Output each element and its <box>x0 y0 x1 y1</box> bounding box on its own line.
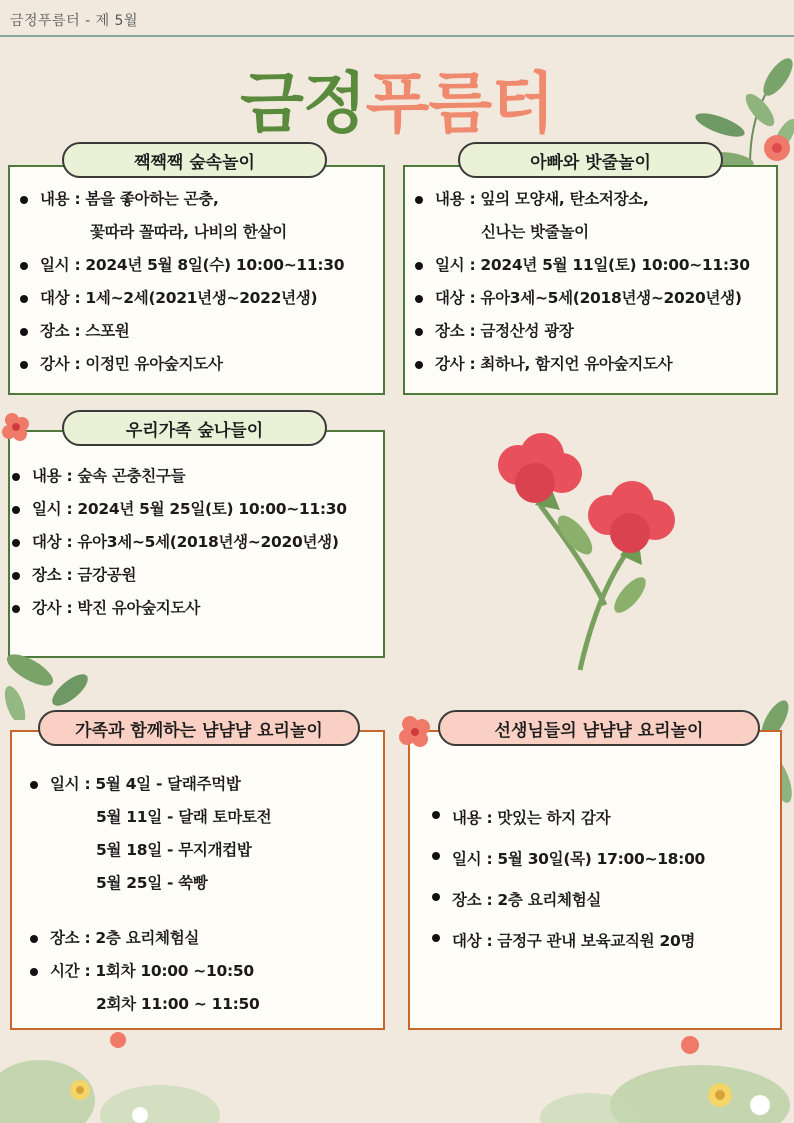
detail-line: 내용 : 맛있는 하지 감자 <box>430 798 705 839</box>
flower-icon <box>0 1030 794 1123</box>
detail-line: 일시 : 5월 4일 - 달래주먹밥 <box>28 768 271 801</box>
pill-lead-line <box>403 165 463 167</box>
detail-line: 강사 : 이정민 유아숲지도사 <box>18 348 344 381</box>
detail-line: 대상 : 유아3세~5세(2018년생~2020년생) <box>413 282 750 315</box>
detail-line: 장소 : 금정산성 광장 <box>413 315 750 348</box>
detail-line: 내용 : 숲속 곤충친구들 <box>10 460 347 493</box>
detail-line: 대상 : 1세~2세(2021년생~2022년생) <box>18 282 344 315</box>
program-details <box>10 460 347 625</box>
header-text: 금정푸름터 - 제 5월 <box>10 13 138 29</box>
program-details <box>18 183 344 381</box>
header-divider <box>0 35 794 37</box>
detail-line: 신나는 밧줄놀이 <box>481 223 589 241</box>
program-box-forest <box>8 165 385 395</box>
detail-line: 2회차 11:00 ~ 11:50 <box>96 995 260 1013</box>
flower-icon <box>396 713 436 751</box>
detail-line: 5월 18일 - 무지개컵밥 <box>96 841 252 859</box>
detail-line: 일시 : 5월 30일(목) 17:00~18:00 <box>430 839 705 880</box>
program-details <box>413 183 750 381</box>
page-title <box>0 50 794 145</box>
program-title-pill: 짹짹짹 숲속놀이 <box>62 142 327 178</box>
detail-line: 대상 : 유아3세~5세(2018년생~2020년생) <box>10 526 347 559</box>
program-title-pill: 우리가족 숲나들이 <box>62 410 327 446</box>
detail-line: 장소 : 2층 요리체험실 <box>430 880 705 921</box>
detail-line: 5월 11일 - 달래 토마토전 <box>96 808 272 826</box>
detail-line: 일시 : 2024년 5월 8일(수) 10:00~11:30 <box>18 249 344 282</box>
detail-line: 내용 : 봄을 좋아하는 곤충, <box>18 183 344 216</box>
detail-line: 5월 25일 - 쑥빵 <box>96 874 208 892</box>
title-part2: 푸름터 <box>365 65 554 142</box>
detail-line: 내용 : 잎의 모양새, 탄소저장소, <box>413 183 750 216</box>
detail-line: 대상 : 금정구 관내 보육교직원 20명 <box>430 921 705 962</box>
flower-icon <box>0 410 34 446</box>
detail-line: 시간 : 1회차 10:00 ~10:50 <box>28 955 271 988</box>
program-title-pill: 선생님들의 냠냠냠 요리놀이 <box>438 710 760 746</box>
program-box-family-cooking <box>10 730 385 1030</box>
detail-line: 꽃따라 꼴따라, 나비의 한살이 <box>90 223 287 241</box>
leaf-icon <box>0 640 110 720</box>
detail-line: 일시 : 2024년 5월 25일(토) 10:00~11:30 <box>10 493 347 526</box>
detail-line: 강사 : 박진 유아숲지도사 <box>10 592 347 625</box>
detail-line: 강사 : 최하나, 함지언 유아숲지도사 <box>413 348 750 381</box>
program-box-teacher-cooking <box>408 730 782 1030</box>
title-part1: 금정 <box>240 65 366 142</box>
detail-line: 장소 : 금강공원 <box>10 559 347 592</box>
program-details <box>430 798 705 962</box>
program-title-pill: 가족과 함께하는 냠냠냠 요리놀이 <box>38 710 360 746</box>
carnation-icon <box>480 425 700 675</box>
program-box-family-outing <box>8 430 385 658</box>
flower-icon <box>760 128 794 168</box>
program-title-pill: 아빠와 밧줄놀이 <box>458 142 723 178</box>
spacer <box>28 900 271 922</box>
program-box-rope <box>403 165 778 395</box>
pill-lead-line <box>8 165 68 167</box>
detail-line: 일시 : 2024년 5월 11일(토) 10:00~11:30 <box>413 249 750 282</box>
program-details <box>28 768 271 1021</box>
detail-line: 장소 : 스포원 <box>18 315 344 348</box>
detail-line: 장소 : 2층 요리체험실 <box>28 922 271 955</box>
